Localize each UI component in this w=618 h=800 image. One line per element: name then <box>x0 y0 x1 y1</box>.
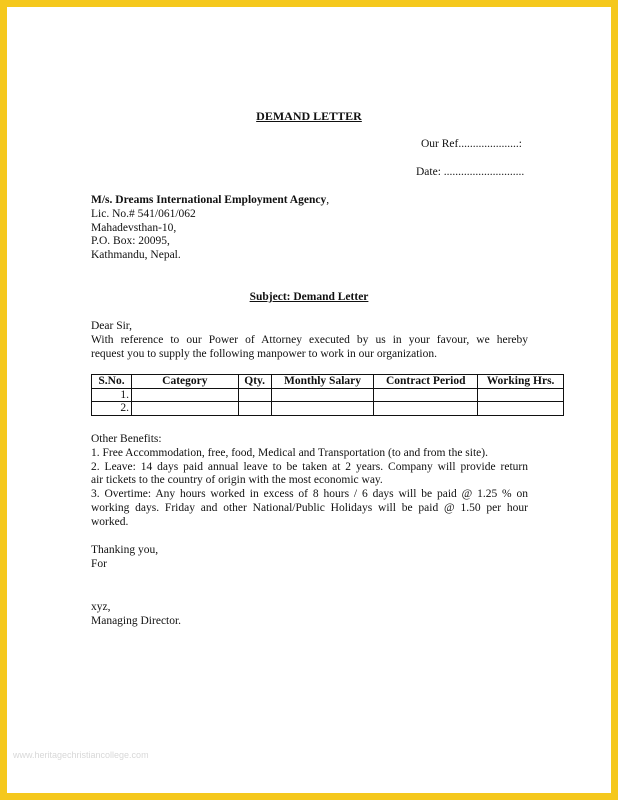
date-line: Date: ............................ <box>416 166 525 178</box>
benefits-block <box>91 433 528 530</box>
closing-block <box>91 544 158 572</box>
addressee-name-line <box>91 194 329 208</box>
signature-block <box>91 601 181 629</box>
intro-line-1: With reference to our Power of Attorney executed by us in your favour, we hereby <box>91 333 528 346</box>
cell-qty <box>238 388 271 402</box>
table-header-row <box>92 375 564 389</box>
addressee-name: M/s. Dreams International Employment Agency <box>91 194 327 206</box>
cell-period <box>374 402 478 416</box>
watermark-text: www.heritagechristiancollege.com <box>13 750 149 760</box>
intro-line-2: request you to supply the following manpower to work in our organization. <box>91 347 438 360</box>
cell-salary <box>271 388 374 402</box>
letter-title: DEMAND LETTER <box>256 109 362 123</box>
cell-sno: 1. <box>92 388 132 402</box>
cell-period <box>374 388 478 402</box>
our-ref-line: Our Ref.....................: <box>421 138 522 150</box>
addressee-license: Lic. No.# 541/061/062 <box>91 207 196 220</box>
benefit-item-3-line-2: working days. Friday and other National/Public Holidays will be paid @ 1.50 per hour <box>91 501 528 514</box>
cell-category <box>131 388 238 402</box>
benefit-item-2-line-1: 2. Leave: 14 days paid annual leave to be taken at 2 years. Company will provide return <box>91 460 528 473</box>
header-contract-period: Contract Period <box>374 375 478 389</box>
addressee-name-suffix: , <box>326 194 330 206</box>
benefit-item-3-line-1: 3. Overtime: Any hours worked in excess of 8 hours / 6 days will be paid @ 1.25 % on <box>91 488 528 501</box>
addressee-po-box: P.O. Box: 20095, <box>91 235 170 248</box>
header-working-hrs: Working Hrs. <box>478 375 564 389</box>
cell-qty <box>238 402 271 416</box>
cell-hours <box>478 402 564 416</box>
signatory-name: xyz, <box>91 601 111 613</box>
manpower-table <box>91 374 564 416</box>
signatory-title: Managing Director. <box>91 614 182 627</box>
benefit-item-1: 1. Free Accommodation, free, food, Medical and Transportation (to and from the site). <box>91 446 488 459</box>
cell-salary <box>271 402 374 416</box>
closing-thanks: Thanking you, <box>91 544 159 556</box>
header-sno: S.No. <box>92 375 132 389</box>
salutation: Dear Sir, <box>91 320 133 332</box>
header-monthly-salary: Monthly Salary <box>271 375 374 389</box>
header-qty: Qty. <box>238 375 271 389</box>
cell-category <box>131 402 238 416</box>
letter-intro <box>91 320 528 361</box>
header-category: Category <box>131 375 238 389</box>
benefit-item-3-line-3: worked. <box>91 515 129 528</box>
letter-page <box>7 7 611 793</box>
addressee-street: Mahadevsthan-10, <box>91 221 177 234</box>
cell-hours <box>478 388 564 402</box>
addressee-city: Kathmandu, Nepal. <box>91 249 181 262</box>
subject-line: Subject: Demand Letter <box>249 291 369 303</box>
benefits-heading: Other Benefits: <box>91 433 162 445</box>
table-row <box>92 388 564 402</box>
addressee-block <box>91 194 329 263</box>
cell-sno: 2. <box>92 402 132 416</box>
closing-for: For <box>91 557 107 570</box>
table-row <box>92 402 564 416</box>
benefit-item-2-line-2: air tickets to the country of origin with the most economic way. <box>91 474 383 487</box>
